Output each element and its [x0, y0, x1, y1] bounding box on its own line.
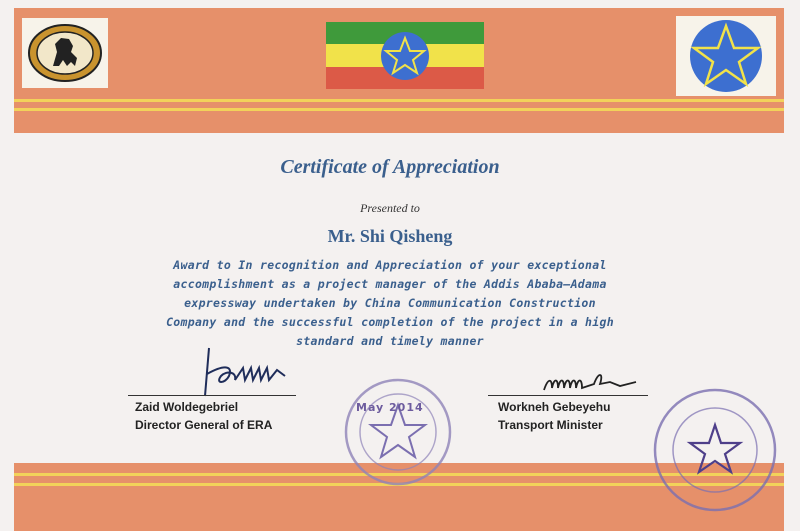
left-signature-line [128, 395, 296, 396]
certificate-title: Certificate of Appreciation [280, 156, 500, 178]
right-signature-icon [540, 368, 640, 398]
top-stripe [14, 108, 784, 111]
citation-line: accomplishment as a project manager of the Addis Ababa—Adama [173, 277, 607, 291]
right-signatory [498, 398, 610, 434]
recipient-name: Mr. Shi Qisheng [327, 226, 453, 246]
national-emblem-star-icon [676, 16, 776, 96]
top-stripe [14, 99, 784, 102]
citation-line: Award to In recognition and Appreciation of your exceptional [173, 258, 607, 272]
right-signature-line [488, 395, 648, 396]
second-seal-stamp-icon [650, 385, 780, 515]
citation-line: expressway undertaken by China Communication Construction [184, 296, 596, 310]
right-signatory-name: Workneh Gebeyehu [498, 400, 611, 414]
ethiopian-flag-icon [326, 22, 484, 89]
citation-text [100, 256, 680, 351]
citation-line: standard and timely manner [296, 334, 484, 348]
right-signatory-position: Transport Minister [498, 418, 603, 432]
citation-line: Company and the successful completion of the project in a high [166, 315, 614, 329]
left-signatory-position: Director General of ERA [135, 418, 273, 432]
stamp-date: May 2014 [356, 401, 424, 414]
left-signature-icon [185, 346, 305, 400]
left-signatory-name: Zaid Woldegebriel [135, 400, 239, 414]
left-signatory [135, 398, 272, 434]
presented-to-label: Presented to [360, 201, 420, 215]
ministry-seal-stamp-icon [343, 377, 453, 487]
era-lion-emblem-icon [22, 18, 108, 88]
